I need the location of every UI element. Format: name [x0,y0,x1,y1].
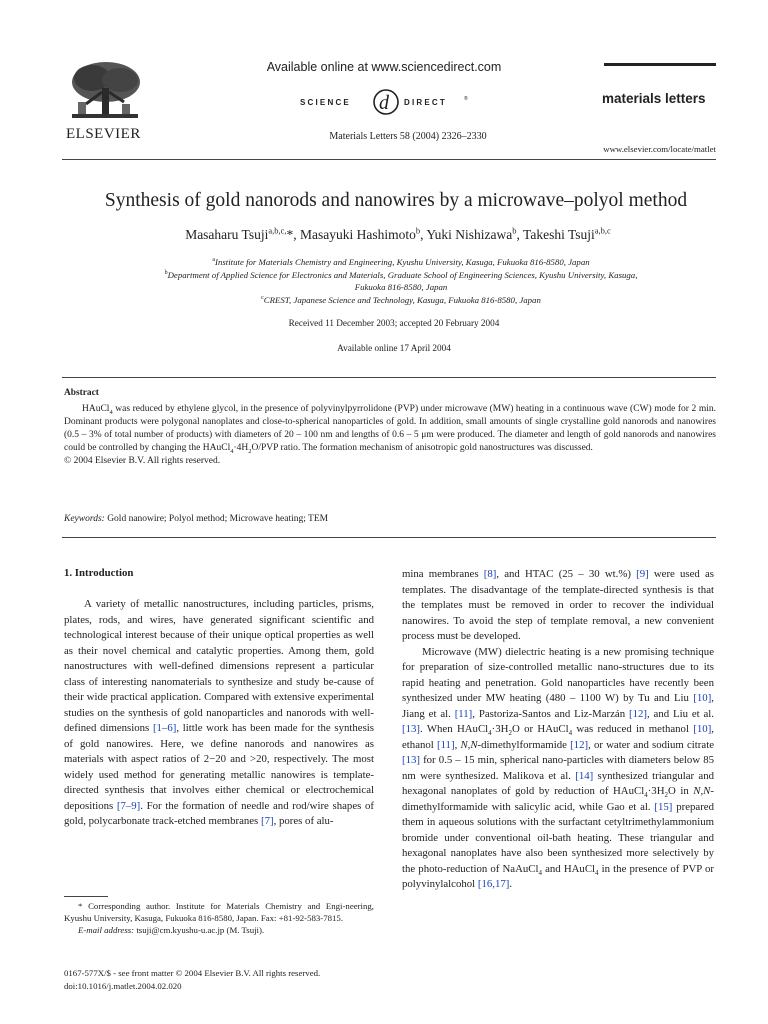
citation-link[interactable]: [11] [436,738,455,751]
body-divider [62,537,716,538]
author-affil-sup: a,b,c [594,225,611,236]
corresponding-mark[interactable]: * [286,227,294,242]
email-address[interactable]: tsuji@cm.kyushu-u.ac.jp (M. Tsuji). [134,925,265,935]
citation-link[interactable]: [14] [575,769,594,782]
svg-text:®: ® [464,96,468,102]
keywords [64,514,328,524]
citation-link[interactable]: [12] [628,707,647,720]
journal-reference: Materials Letters 58 (2004) 2326–2330 [329,131,487,142]
doi[interactable]: doi:10.1016/j.matlet.2004.02.020 [64,981,182,991]
email-note: E-mail address: tsuji@cm.kyushu-u.ac.jp (M. Tsuji). [78,925,265,935]
citation-link[interactable]: [13] [402,754,420,766]
abstract-body [64,403,716,468]
footnote-rule [64,896,108,897]
citation-link[interactable]: [12] [570,738,589,751]
citation-link[interactable]: [7–9] [116,799,141,812]
available-online-date: Available online 17 April 2004 [337,343,451,353]
author-affil-sup: b [415,225,421,236]
abstract-copyright: © 2004 Elsevier B.V. All rights reserved. [64,456,221,466]
publisher-name: ELSEVIER [66,126,141,142]
intro-paragraph-1-cont: mina membranes [8], and HTAC (25 – 30 wt.%) [9] were used as templates. The disadvantage of the template-directed synthesis is that the templates must be removed in order to recover the individual nanowires. To avoid the step of template removal, a new convenient process must be developed. [402,568,714,642]
citation-link[interactable]: [16,17] [477,878,510,890]
affiliation-c: $^c$CREST, Japanese Science and Technology, Kasuga, Fukuoka 816-8580, Japan [261,295,541,305]
author-name: Masaharu Tsuji [185,227,269,242]
citation-link[interactable]: [13] [402,723,420,735]
author-name: Masayuki Hashimoto [300,227,416,242]
sciencedirect-logo [296,88,472,116]
author-affil-sup: b [512,225,517,236]
intro-paragraph-2: Microwave (MW) dielectric heating is a new promising technique for preparation of size-controlled metallic nano-structures due to its rapid heating and penetration. Gold nanoparticles have recently been synthesized under MW heating (480 – 1100 W) by Tu and Liu [10], Jiang et al. [11], Pastoriza-Santos and Liz-Marzán [12], and Liu et al. [13]. When $HAuCl_4\cdot 3H_2O$ or HAuCl$_4$ was reduced in methanol [10], ethanol [11], N,N-dimethylformamide [12], or water and sodium citrate [13] for 0.5 – 15 min, spherical nano-particles with diameters below 85 nm were synthesized. Malikova et al. [14] synthesized triangular and hexagonal nanoplates of gold by reduction of $HAuCl_4\cdot 3H_2O$ in N,N-dimethylformamide with salicylic acid, while Gao et al. [15] prepared them in aqueous solutions with the surfactant cetyltrimethylammonium bromide under conventional oil-bath heating. These triangular and hexagonal nanoplates have also been synthesized more selectively by the photo-reduction of NaAuCl$_4$ and HAuCl$_4$ in the presence of PVP or polyvinylalcohol [16,17]. [402,645,715,890]
affiliation-b: $^b$Department of Applied Science for Electronics and Materials, Graduate School of Engineering Sciences, Kyushu University, Kasuga, [164,270,638,280]
available-online-banner: Available online at www.sciencedirect.com [266,60,502,74]
intro-paragraph-1: A variety of metallic nanostructures, including particles, prisms, plates, rods, and wires, have generated significant scientific and technological interest because of their unique optical properties as well as their novel chemical and catalytic properties. Among them, gold nanostructures with well-defined dimensions represent a particular class of interesting nanomaterials to synthesize and study be-cause of their wide practical application. Compared with extensive experimental studies on the synthesis of gold nanoparticles and nanorods with well-defined dimensions [1–6], little work has been made for the synthesis of gold nanowires. Here, we define nanorods and nanowires as materials with aspect ratios of 2−20 and >20, respectively. The most widely used method for generating metallic nanowires is template-directed synthesis that involves either chemical or electrochemical depositions [7–9]. For the formation of needle and rod/wire shapes of gold, polycarbonate track-etched membranes [7], pores of alu- [64,598,374,827]
abstract-divider [62,377,716,378]
header-divider [62,159,716,160]
corresponding-author-note: * Corresponding author. Institute for Materials Chemistry and Engi-neering, Kyushu University, Kasuga, Fukuoka 816-8580, Japan. Fax: +81-92-583-7815. [64,901,374,923]
abstract-paragraph: HAuCl$_4$ was reduced by ethylene glycol, in the presence of polyvinylpyrrolidone (PVP) under microwave (MW) heating in a continuous wave (CW) mode for 2 min. Dominant products were polygonal nanoplates and close-to-spherical nanoparticles of gold. In addition, small amounts of single crystalline gold nanorods and nanowires (0.5 – 3% of total number of products) with diameters of 20 – 100 nm and lengths of 0.6 – 5 μm were produced. The diameter and length of gold nanorods and nanowires could be controlled by changing the $HAuCl_4\cdot 4H_2O$/PVP ratio. The formation mechanism of anisotropic gold nanostructures was discussed. [64,404,716,455]
keywords-label: Keywords: [64,514,105,524]
section-heading: 1. Introduction [64,567,134,579]
citation-link[interactable]: [10] [693,723,712,735]
author-name: Takeshi Tsuji [523,227,595,242]
journal-url[interactable]: www.elsevier.com/locate/matlet [603,144,716,154]
citation-link[interactable]: [15] [654,800,673,813]
citation-link[interactable]: [1–6] [152,722,177,734]
keywords-list: Gold nanowire; Polyol method; Microwave heating; TEM [107,514,329,524]
journal-title-bar [604,63,716,66]
citation-link[interactable]: [7] [260,815,274,827]
author-list: Masaharu Tsuji$^{a,b,c,}$*, Masayuki Hashimoto$^b$, Yuki Nishizawa$^b$, Takeshi Tsuji$^{a,b,c}$ [185,225,611,242]
citation-link[interactable]: [10] [693,692,712,704]
article-title: Synthesis of gold nanorods and nanowires by a microwave–polyol method [104,190,688,211]
sd-center-glyph: d [379,92,389,114]
front-matter-line: 0167-577X/$ - see front matter © 2004 Elsevier B.V. All rights reserved. [64,968,321,978]
sd-right-text: DIRECT [404,98,447,107]
received-dates: Received 11 December 2003; accepted 20 February 2004 [288,318,500,328]
affiliation-a: $^a$Institute for Materials Chemistry and Engineering, Kyushu University, Kasuga, Fukuoka 816-8580, Japan [212,257,590,267]
sd-left-text: SCIENCE [300,98,351,107]
page-footer [64,967,384,993]
author-name: Yuki Nishizawa [426,227,513,242]
abstract-heading: Abstract [64,388,99,398]
footnote [64,900,374,936]
left-column [64,597,374,830]
right-column [402,567,714,893]
citation-link[interactable]: [9] [636,568,649,580]
affiliation-b-cont: Fukuoka 816-8580, Japan [354,282,448,292]
journal-name: materials letters [602,91,706,106]
citation-link[interactable]: [8] [483,568,497,580]
author-affil-sup: a,b,c, [268,225,287,236]
citation-link[interactable]: [11] [454,707,473,720]
